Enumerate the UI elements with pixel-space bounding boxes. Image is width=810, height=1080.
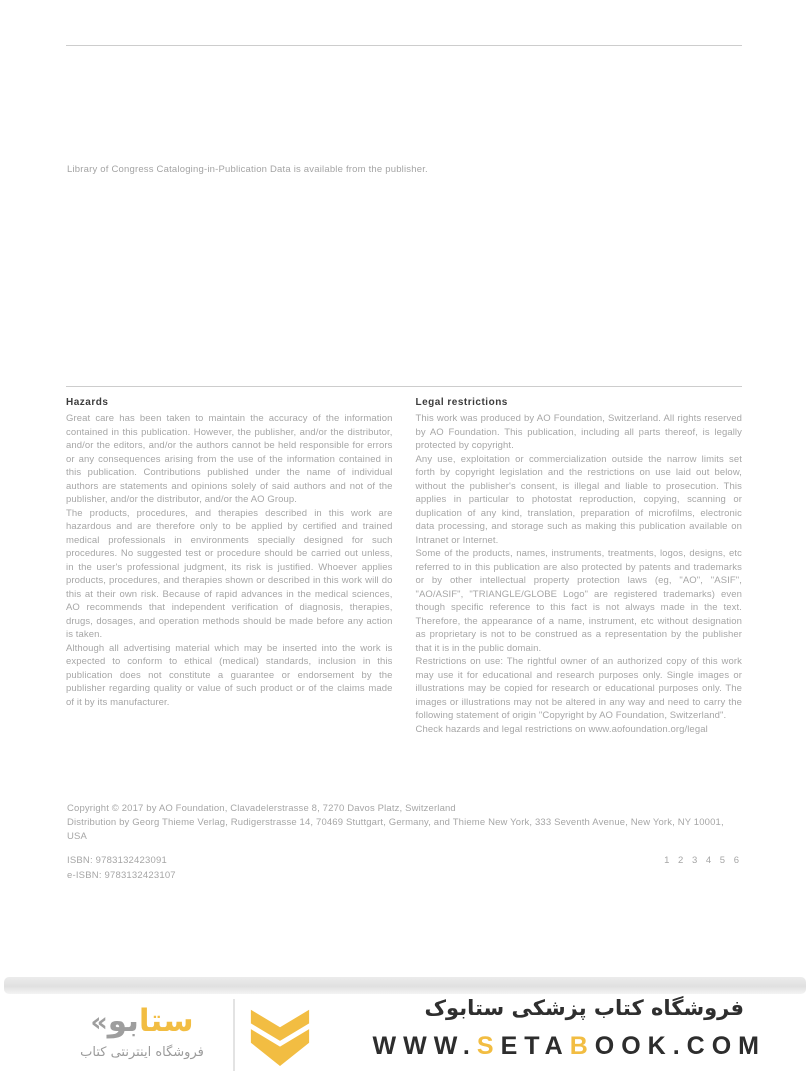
legal-columns [66,397,742,736]
legal-paragraph-5: Check hazards and legal restrictions on www.aofoundation.org/legal [415,723,708,735]
logo-divider [233,999,235,1071]
url-segment-highlight: S [476,1032,501,1060]
hazards-column [66,397,393,736]
setabook-footer [0,995,810,1080]
page-edge-shadow [4,977,806,994]
wordmark-yellow-part: ستا [138,1003,194,1039]
legal-paragraph-1: This work was produced by AO Foundation, Switzerland. All rights reserved by AO Foundation. This publication, including all parts thereof, is legally protected by copyright. [415,413,742,451]
library-of-congress-note: Library of Congress Cataloging-in-Publication Data is available from the publisher. [67,164,428,175]
setabook-logo[interactable] [62,1001,222,1060]
hazards-paragraph-3: Although all advertising material which may be inserted into the work is expected to conform to ethical (medical) standards, inclusion in this publication does not constitute a guarantee or endorsement by the publisher regarding quality or value of such product or of the claims made of it by its manufacturer. [66,642,393,708]
logo-tagline: فروشگاه اینترنتی کتاب [80,1045,204,1060]
wordmark-gray-part: بو [107,1003,139,1039]
isbn-block [67,853,176,883]
hazards-heading: Hazards [66,397,109,408]
copyright-block [67,802,743,844]
section-divider-rule [66,386,742,387]
setabook-emblem-icon[interactable] [247,998,313,1072]
url-segment-highlight: B [569,1032,595,1060]
print-run-numbers: 1 2 3 4 5 6 [664,855,742,866]
setabook-wordmark [62,1001,222,1043]
copyright-line-1: Copyright © 2017 by AO Foundation, Clavadelerstrasse 8, 7270 Davos Platz, Switzerland [67,803,456,814]
store-title-farsi: فروشگاه کتاب پزشکی ستابوک [424,996,744,1020]
isbn-line: ISBN: 9783132423091 [67,855,167,866]
legal-paragraph-3: Some of the products, names, instruments, treatments, logos, designs, etc referred to in this publication are also protected by patents and trademarks or by other intellectual property protection laws (eg, "AO", "ASIF", "AO/ASIF", "TRIANGLE/GLOBE Logo" are registered trademarks) even though specific reference to this fact is not always made in the text. Therefore, the appearance of a name, instrument, etc without designation as proprietary is not to be construed as a representation by the publisher that it is in the public domain. [415,548,742,654]
hazards-paragraph-2: The products, procedures, and therapies described in this work are hazardous and are therefore only to be applied by certified and trained medical professionals in environments specially designed for such procedures. No suggested test or procedure should be carried out unless, in the user's professional judgment, its risk is justified. Whoever applies products, procedures, and therapies shown or described in this work will do this at their own risk. Because of rapid advances in the medical sciences, AO recommends that independent verification of diagnosis, therapies, drugs, dosages, and operation methods should be made before any action is taken. [66,507,393,640]
url-segment: WWW. [372,1032,477,1060]
legal-restrictions-heading: Legal restrictions [415,397,508,408]
eisbn-line: e-ISBN: 9783132423107 [67,870,176,881]
legal-paragraph-4: Restrictions on use: The rightful owner of an authorized copy of this work may use it for educational and research purposes only. Single images or illustrations may be copied for research or educational purposes only. The images or illustrations may not be altered in any way and need to carry the following statement of origin "Copyright by AO Foundation, Switzerland". [415,656,742,721]
legal-paragraph-2: Any use, exploitation or commercialization outside the narrow limits set forth by copyright legislation and the restrictions on use laid out below, without the publisher's consent, is illegal and liable to prosecution. This applies in particular to photostat reproduction, copying, scanning or duplication of any kind, translation, preparation of microfilms, electronic data processing, and storage such as making this publication available on Intranet or Internet. [415,453,742,546]
wordmark-chevron-icon: « [90,1007,108,1038]
store-url-link[interactable] [373,1032,766,1061]
copyright-line-2: Distribution by Georg Thieme Verlag, Rudigerstrasse 14, 70469 Stuttgart, Germany, and Thieme New York, 333 Seventh Avenue, New York, NY 10001, USA [67,817,724,842]
top-rule [66,45,742,46]
url-segment: OOK.COM [594,1032,766,1060]
hazards-paragraph-1: Great care has been taken to maintain the accuracy of the information contained in this publication. However, the publisher, and/or the distributor, and/or the editors, and/or the authors cannot be held responsible for errors or any consequences arising from the use of the information contained in this publication. Contributions published under the name of individual authors are statements and opinions solely of said authors and not of the publisher, and/or the distributor, and/or the AO Group. [66,413,393,505]
legal-restrictions-column [416,397,743,736]
url-segment: ETA [500,1032,570,1060]
